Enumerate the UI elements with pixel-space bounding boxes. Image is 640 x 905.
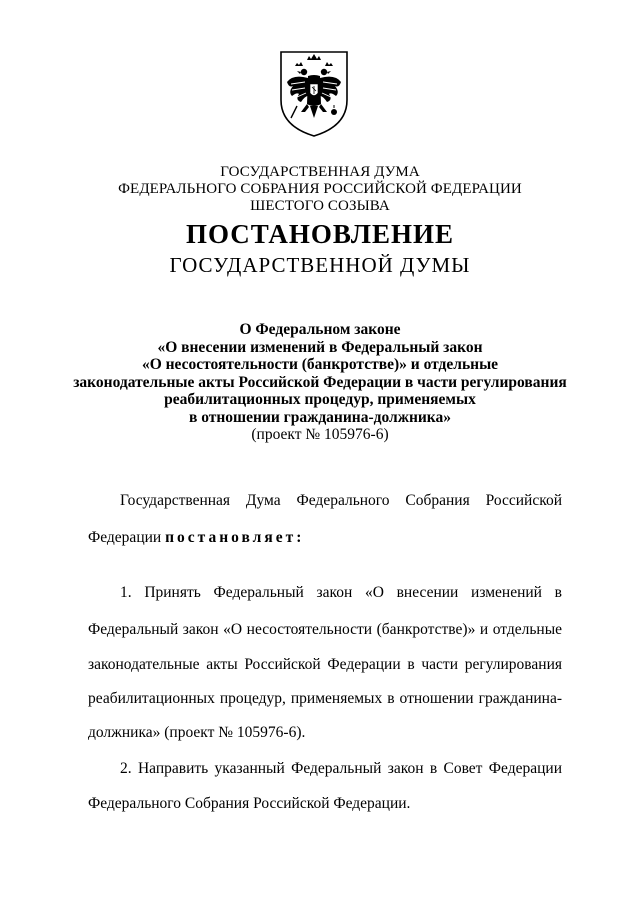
preamble-line: Государственная Дума Федерального Собрания Российской (120, 492, 562, 509)
document-subtitle: ГОСУДАРСТВЕННОЙ ДУМЫ (169, 253, 471, 277)
item2-line: 2. Направить указанный Федеральный закон в Совет Федерации (120, 760, 562, 777)
org-line-convocation: ШЕСТОГО СОЗЫВА (250, 198, 390, 214)
subject-line: О Федеральном законе (239, 321, 401, 338)
resolution-subject (0, 321, 640, 444)
item1-line: Федеральный закон «О несостоятельности (банкротстве)» и отдельные (88, 621, 562, 638)
document-title: ПОСТАНОВЛЕНИЕ (185, 219, 455, 249)
item1-line: должника» (проект № 105976-6). (88, 724, 306, 741)
subject-line: в отношении гражданина-должника» (188, 408, 452, 426)
org-line-duma: ГОСУДАРСТВЕННАЯ ДУМА (220, 164, 420, 180)
org-line-federal-assembly: ФЕДЕРАЛЬНОГО СОБРАНИЯ РОССИЙСКОЙ ФЕДЕРАЦИИ (118, 181, 522, 197)
coat-of-arms-icon (277, 48, 351, 138)
item1-line: 1. Принять Федеральный закон «О внесении изменений в (120, 584, 562, 601)
subject-line: реабилитационных процедур, применяемых (164, 391, 476, 408)
item1-line: законодательные акты Российской Федерации в части регулирования (88, 656, 562, 673)
item2-line: Федерального Собрания Российской Федерации. (88, 795, 411, 812)
preamble-resolves: постановляет: (165, 529, 305, 546)
preamble-line (88, 529, 562, 547)
project-number: (проект № 105976-6) (251, 426, 389, 443)
subject-line: законодательные акты Российской Федерации в части регулирования (73, 373, 567, 391)
subject-line: «О внесении изменений в Федеральный закон (157, 338, 483, 356)
item1-line: реабилитационных процедур, применяемых в отношении гражданина- (88, 690, 562, 707)
preamble-federation: Федерации (88, 529, 162, 546)
subject-line: «О несостоятельности (банкротстве)» и отдельные (141, 356, 499, 373)
